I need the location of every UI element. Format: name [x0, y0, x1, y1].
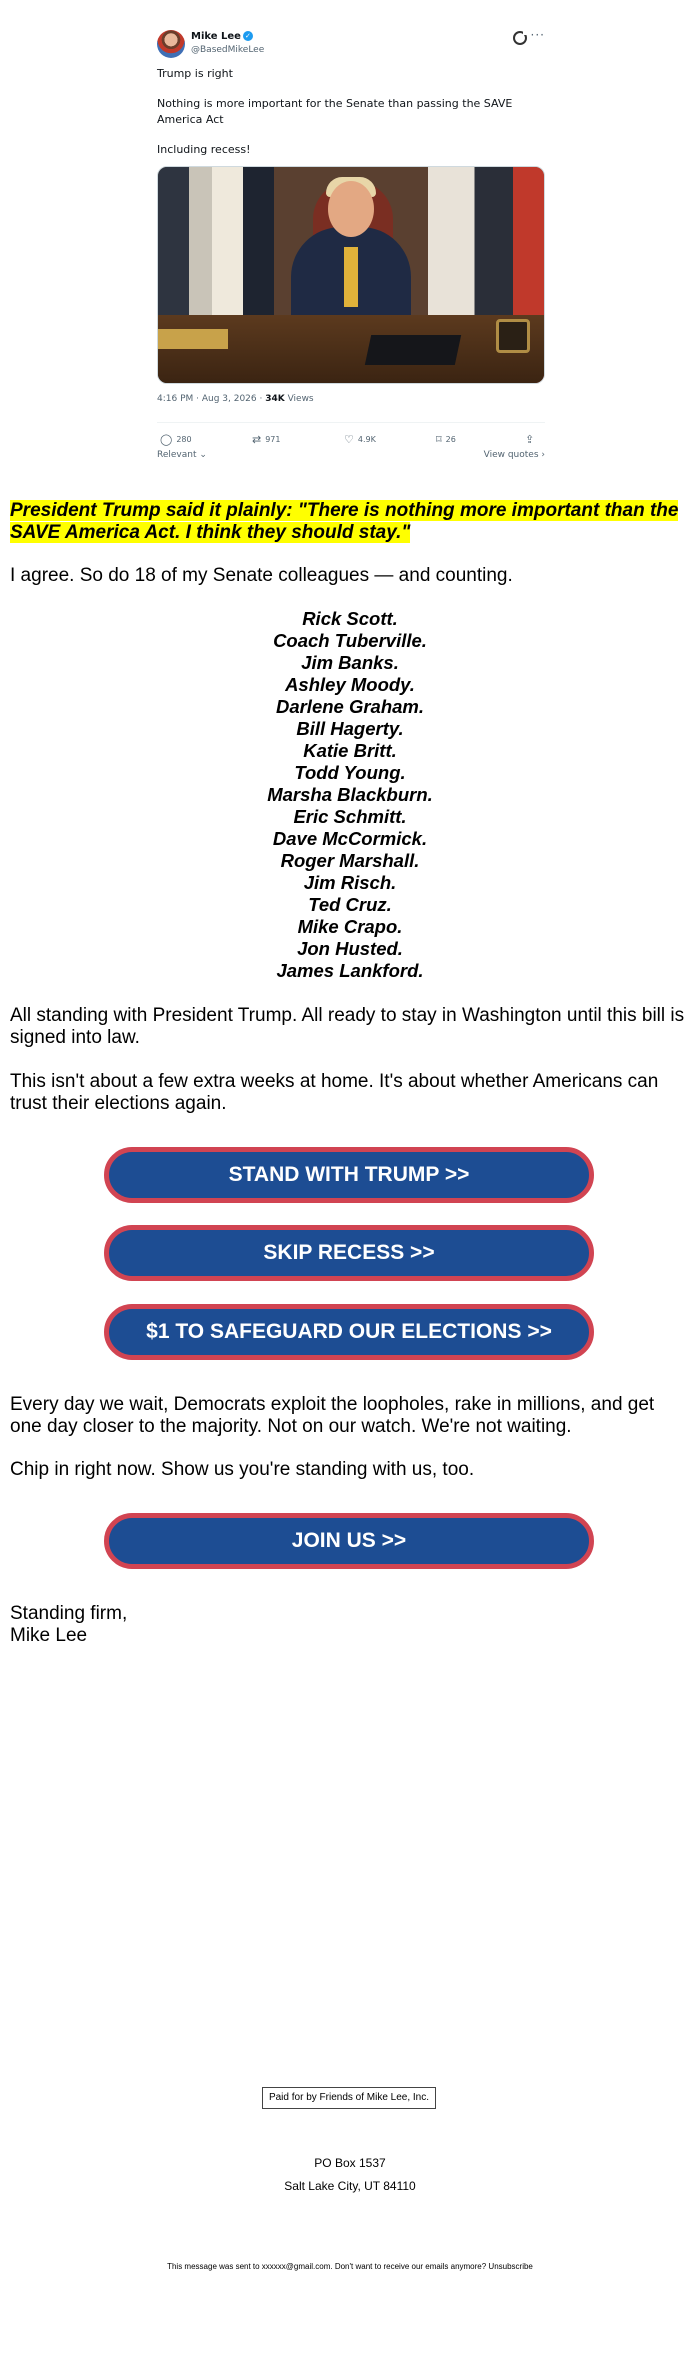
- senator-name: Dave McCormick.: [272, 828, 428, 849]
- reply-button[interactable]: ◯ 280: [160, 433, 192, 446]
- every-day-paragraph: Every day we wait, Democrats exploit the loopholes, rake in millions, and get one day closer to the majority. Not on our watch. We're not waiting.: [10, 1394, 655, 1437]
- bookmark-button[interactable]: ⌑ 26: [436, 433, 456, 446]
- senator-name: Bill Hagerty.: [296, 718, 404, 739]
- heart-icon: ♡: [344, 433, 354, 446]
- more-options-icon[interactable]: ···: [530, 28, 545, 42]
- senator-name: Jon Husted.: [297, 938, 403, 959]
- home-paragraph: This isn't about a few extra weeks at home. It's about whether Americans can trust their elections again.: [10, 1071, 659, 1114]
- senator-name: Ashley Moody.: [285, 674, 415, 695]
- city-address: Salt Lake City, UT 84110: [284, 2179, 416, 2193]
- senator-name: James Lankford.: [276, 960, 424, 981]
- share-icon: ⇪: [525, 433, 535, 446]
- skip-recess-button[interactable]: SKIP RECESS >>: [104, 1225, 594, 1281]
- paid-for-disclaimer: Paid for by Friends of Mike Lee, Inc.: [262, 2087, 436, 2109]
- tweet-text-line: Nothing is more important for the Senate than passing the SAVE America Act: [157, 97, 513, 126]
- avatar[interactable]: [157, 30, 185, 58]
- senator-name: Jim Banks.: [301, 652, 399, 673]
- senator-list: [0, 608, 700, 982]
- senator-name: Roger Marshall.: [280, 850, 420, 871]
- chip-in-paragraph: Chip in right now. Show us you're standing with us, too.: [10, 1459, 475, 1480]
- po-box: PO Box 1537: [314, 2156, 386, 2170]
- like-button[interactable]: ♡ 4.9K: [344, 433, 376, 446]
- senator-name: Jim Risch.: [303, 872, 397, 893]
- chevron-down-icon: ⌄: [199, 450, 207, 460]
- verified-badge-icon: ✓: [243, 31, 253, 41]
- refresh-icon[interactable]: [513, 31, 527, 45]
- safeguard-elections-button[interactable]: $1 TO SAFEGUARD OUR ELECTIONS >>: [104, 1304, 594, 1360]
- join-us-button[interactable]: JOIN US >>: [104, 1513, 594, 1569]
- tweet-timestamp[interactable]: 4:16 PM · Aug 3, 2026 · 34K Views: [157, 394, 314, 404]
- signature: Mike Lee: [10, 1625, 88, 1646]
- senator-name: Marsha Blackburn.: [267, 784, 433, 805]
- intro-quote: [10, 500, 690, 544]
- senator-name: Rick Scott.: [302, 608, 398, 629]
- tweet-text-line: Including recess!: [157, 143, 251, 156]
- senator-name: Todd Young.: [294, 762, 406, 783]
- tweet-header: [157, 28, 545, 60]
- agree-paragraph: I agree. So do 18 of my Senate colleagues — and counting.: [10, 565, 513, 586]
- senator-name: Coach Tuberville.: [273, 630, 427, 651]
- signoff: Standing firm,: [10, 1603, 128, 1624]
- bookmark-icon: ⌑: [436, 433, 442, 446]
- tweet-author[interactable]: Mike Lee ✓: [191, 31, 253, 42]
- tweet-actions: [157, 422, 545, 446]
- relevant-dropdown[interactable]: Relevant ⌄: [157, 450, 207, 460]
- tweet-footer: [157, 450, 545, 464]
- senator-name: Darlene Graham.: [275, 696, 425, 717]
- standing-paragraph: All standing with President Trump. All ready to stay in Washington until this bill is signed into law.: [10, 1005, 685, 1048]
- embedded-tweet[interactable]: [157, 28, 545, 464]
- senator-name: Eric Schmitt.: [293, 806, 407, 827]
- share-button[interactable]: [525, 433, 534, 446]
- tweet-text: [157, 66, 545, 158]
- tweet-photo[interactable]: [157, 166, 545, 384]
- view-quotes-link[interactable]: View quotes ›: [483, 450, 545, 460]
- repost-icon: ⇄: [252, 433, 262, 446]
- tweet-text-line: Trump is right: [157, 67, 233, 80]
- senator-name: Katie Britt.: [303, 740, 397, 761]
- reply-icon: ◯: [160, 433, 173, 446]
- senator-name: Mike Crapo.: [297, 916, 403, 937]
- highlighted-quote: President Trump said it plainly: "There is nothing more important than the SAVE America Act. I think they should stay.": [10, 500, 679, 543]
- tweet-handle[interactable]: @BasedMikeLee: [191, 45, 265, 55]
- senator-name: Ted Cruz.: [308, 894, 392, 915]
- unsubscribe-notice[interactable]: This message was sent to xxxxxx@gmail.com. Don't want to receive our emails anymore? Unsubscribe: [167, 2262, 533, 2271]
- repost-button[interactable]: ⇄ 971: [252, 433, 281, 446]
- chevron-right-icon: ›: [541, 450, 545, 460]
- stand-with-trump-button[interactable]: STAND WITH TRUMP >>: [104, 1147, 594, 1203]
